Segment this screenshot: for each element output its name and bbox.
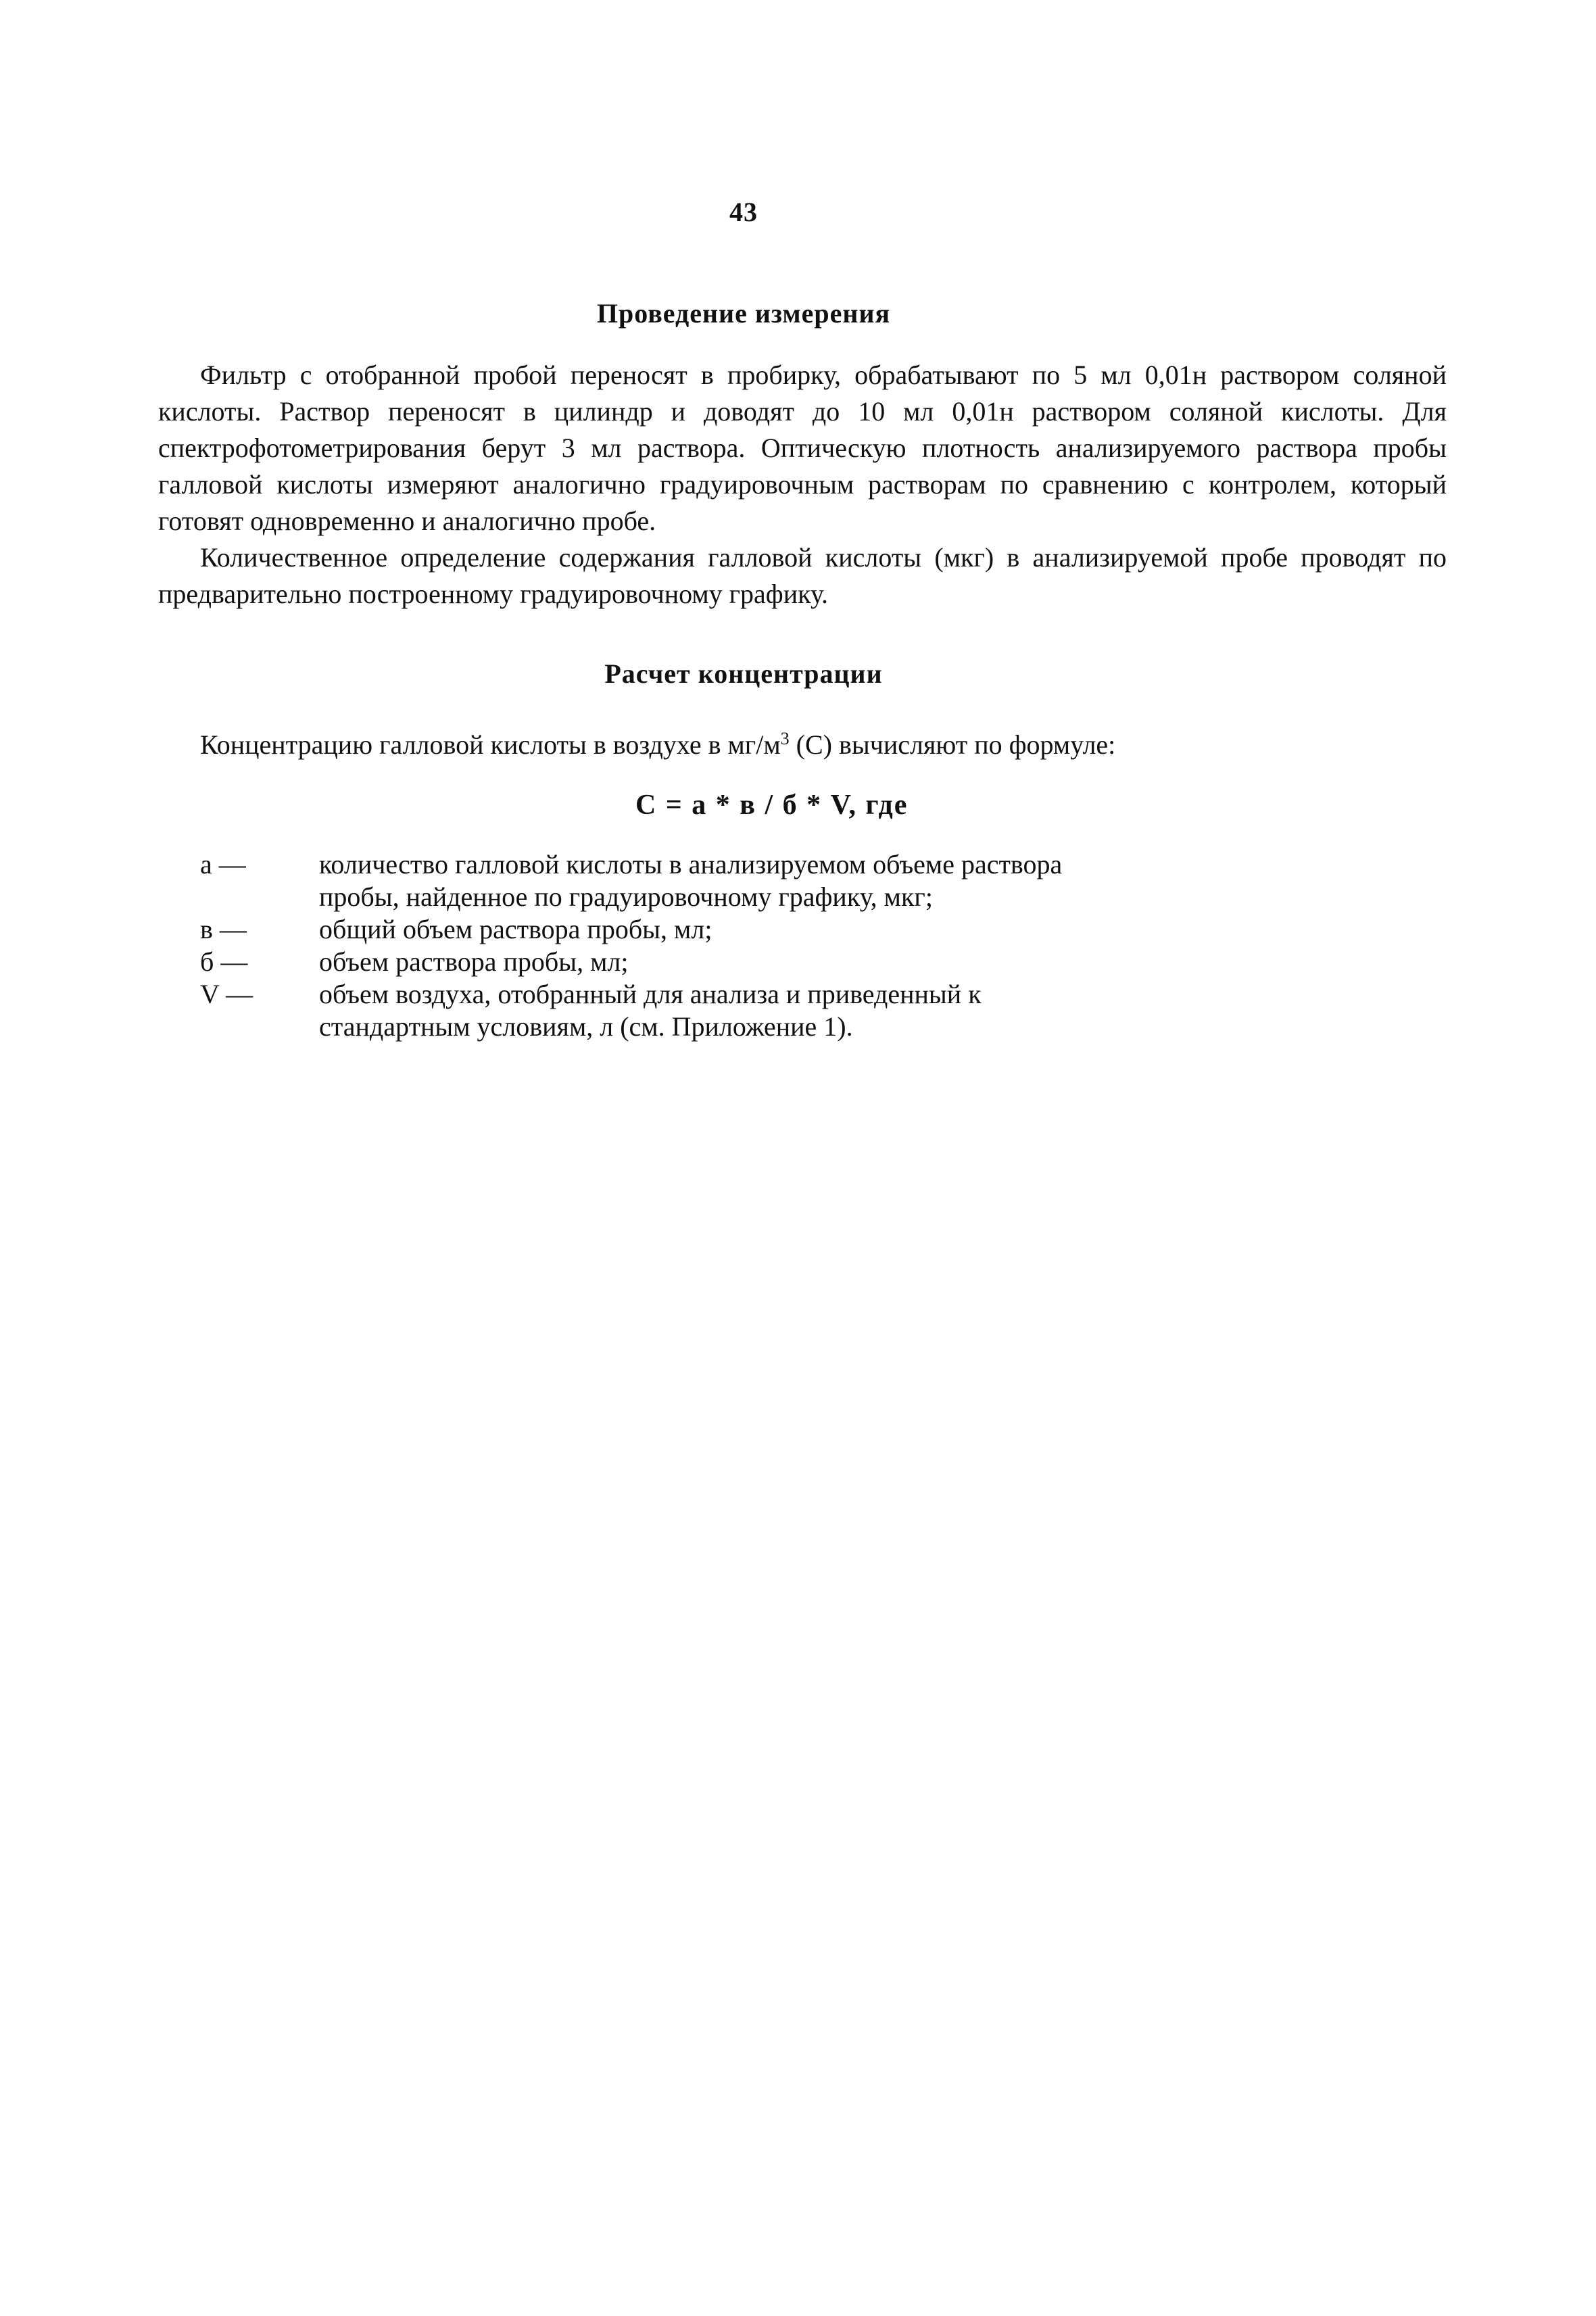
measurement-text [158, 357, 1447, 612]
formula-intro-text-end: (С) вычисляют по формуле: [789, 729, 1116, 760]
legend-row [200, 946, 1146, 978]
legend-symbol: б — [200, 946, 248, 977]
legend-row [200, 848, 1146, 913]
legend-symbol: а — [200, 849, 246, 879]
page-number: 43 [729, 197, 758, 227]
measurement-heading: Проведение измерения [596, 298, 891, 329]
measurement-paragraph: Количественное определение содержания галловой кислоты (мкг) в анализируемой пробе проводят по предварительно построенному градуировочному графику. [158, 542, 1447, 609]
legend-description: объем воздуха, отобранный для анализа и приведенный к стандартным условиям, л (см. Приложение 1). [319, 979, 982, 1042]
legend-symbol: в — [200, 914, 247, 944]
legend-row [200, 913, 1146, 946]
legend-symbol: V — [200, 979, 253, 1009]
legend-row [200, 978, 1146, 1043]
formula-intro-text: Концентрацию галловой кислоты в воздухе в мг/м [200, 729, 781, 760]
measurement-paragraph: Фильтр с отобранной пробой переносят в пробирку, обрабатывают по 5 мл 0,01н раствором соляной кислоты. Раствор переносят в цилиндр и доводят до 10 мл 0,01н раствором соляной кислоты. Для спектрофотометрирования берут 3 мл раствора. Оптическую плотность анализируемого раствора пробы галловой кислоты измеряют аналогично градуировочным растворам по сравнению с контролем, который готовят одновременно и аналогично пробе. [158, 360, 1447, 536]
formula: С = а * в / б * V, где [635, 790, 909, 821]
formula-intro-superscript: 3 [780, 729, 790, 748]
calculation-heading: Расчет концентрации [604, 658, 883, 689]
legend-description: общий объем раствора пробы, мл; [319, 914, 712, 944]
legend-description: количество галловой кислоты в анализируемом объеме раствора пробы, найденное по градуировочному графику, мкг; [319, 849, 1063, 912]
formula-legend [200, 848, 1146, 1043]
formula-intro [200, 727, 1447, 763]
legend-description: объем раствора пробы, мл; [319, 946, 629, 977]
